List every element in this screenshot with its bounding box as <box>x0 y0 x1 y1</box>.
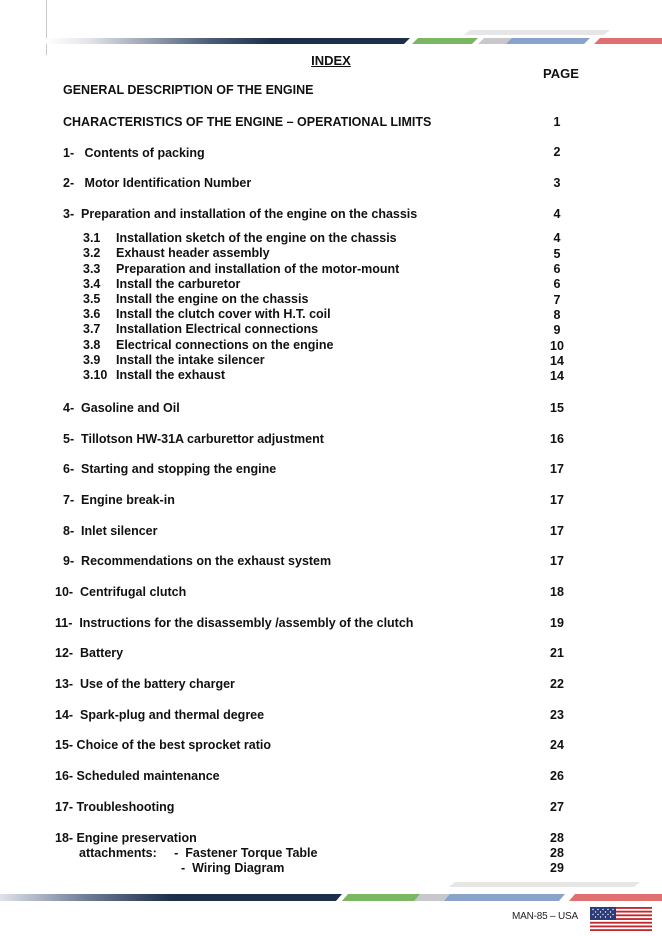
toc-page-number: 28 <box>550 831 564 845</box>
toc-page-number: 18 <box>550 585 564 599</box>
toc-page-number: 15 <box>550 401 564 415</box>
toc-page-number: 28 <box>550 846 564 860</box>
toc-page-number: 4 <box>553 231 561 245</box>
toc-page-number: 17 <box>550 554 564 568</box>
us-flag-icon <box>590 907 652 931</box>
toc-page-number: 27 <box>550 800 564 814</box>
toc-page-number: 22 <box>550 677 564 691</box>
toc-page-number: 16 <box>550 432 564 446</box>
toc-page-number: 24 <box>550 738 564 752</box>
footer-stripe <box>0 878 662 904</box>
toc-page-number: 14 <box>550 369 564 383</box>
toc-page-number: 29 <box>550 861 564 875</box>
page-column-header: PAGE <box>543 66 579 81</box>
index-title: INDEX <box>311 53 351 68</box>
toc-page-number: 17 <box>550 462 564 476</box>
toc-page-number: 10 <box>550 339 564 353</box>
toc-page-number: 4 <box>553 207 561 221</box>
toc-page-number: 6 <box>553 277 561 291</box>
header-stripe <box>0 26 662 48</box>
toc-page-number: 5 <box>553 247 561 261</box>
toc-page-number: 21 <box>550 646 564 660</box>
toc-page-number: 3 <box>553 176 561 190</box>
toc-page-number: 7 <box>553 293 561 307</box>
toc-page-number: 8 <box>553 308 561 322</box>
toc-page-number: 6 <box>553 262 561 276</box>
toc-page-number: 23 <box>550 708 564 722</box>
toc-page-number: 2 <box>553 145 561 159</box>
toc-page-number: 14 <box>550 354 564 368</box>
toc-page-number: 19 <box>550 616 564 630</box>
toc-page-number: 9 <box>553 323 561 337</box>
toc-page-number: 1 <box>553 115 561 129</box>
toc-page-number: 17 <box>550 524 564 538</box>
toc-page-number: 17 <box>550 493 564 507</box>
manual-code-label: MAN-85 – USA <box>512 911 578 922</box>
toc-page-number: 26 <box>550 769 564 783</box>
